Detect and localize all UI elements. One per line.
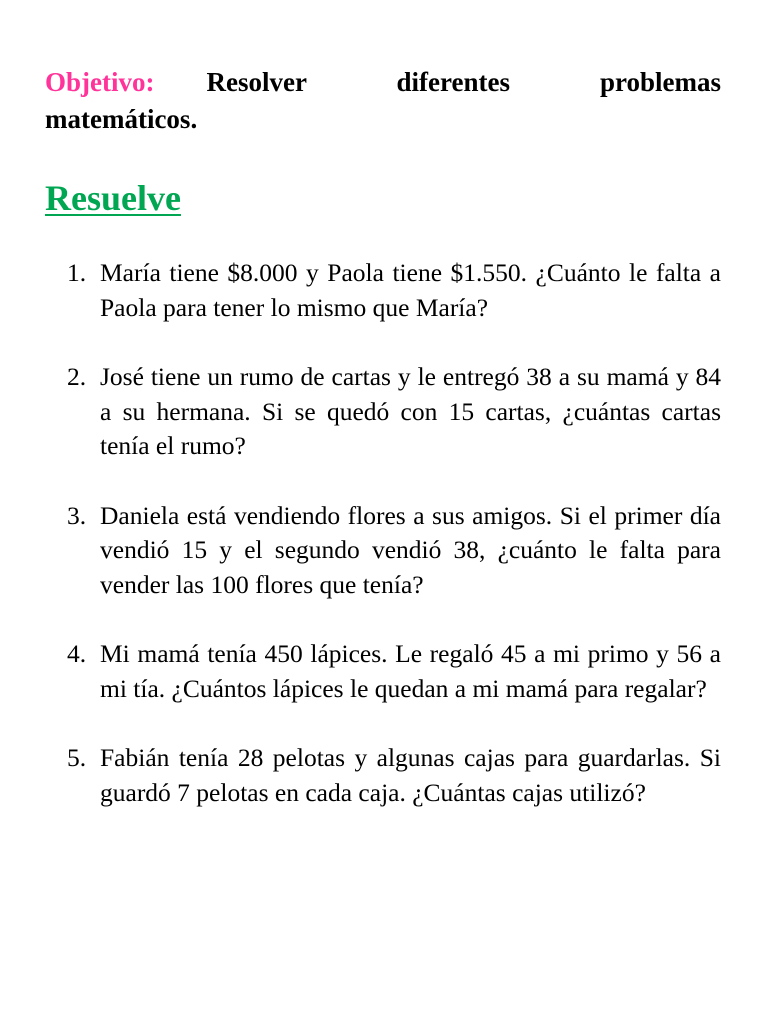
list-item xyxy=(45,499,721,603)
problem-number: 4. xyxy=(67,639,87,668)
problem-list xyxy=(45,256,721,810)
list-item xyxy=(45,741,721,810)
problem-number: 1. xyxy=(67,258,87,287)
problem-text: Daniela está vendiendo flores a sus amigos. Si el primer día vendió 15 y el segundo vendió 38, ¿cuánto le falta para vender las 100 flores que tenía? xyxy=(100,500,721,599)
problem-number: 3. xyxy=(67,500,87,530)
objective-text: Resolver diferentes problemas matemáticos. xyxy=(45,67,721,134)
problem-number: 2. xyxy=(67,362,87,391)
problem-text: José tiene un rumo de cartas y le entregó 38 a su mamá y 84 a su hermana. Si se quedó con 15 cartas, ¿cuántas cartas tenía el rumo? xyxy=(100,362,721,460)
problem-text: María tiene $8.000 y Paola tiene $1.550. ¿Cuánto le falta a Paola para tener lo mismo que María? xyxy=(100,258,721,322)
problem-text: Fabián tenía 28 pelotas y algunas cajas para guardarlas. Si guardó 7 pelotas en cada caja. ¿Cuántas cajas utilizó? xyxy=(100,743,721,807)
list-item xyxy=(45,256,721,325)
problem-text: Mi mamá tenía 450 lápices. Le regaló 45 a mi primo y 56 a mi tía. ¿Cuántos lápices le quedan a mi mamá para regalar? xyxy=(100,639,721,703)
objective xyxy=(45,64,721,138)
objective-label: Objetivo: xyxy=(45,67,155,97)
problem-number: 5. xyxy=(67,743,87,772)
section-heading: Resuelve xyxy=(45,178,181,218)
list-item xyxy=(45,637,721,706)
list-item xyxy=(45,360,721,464)
worksheet-page xyxy=(45,64,721,845)
